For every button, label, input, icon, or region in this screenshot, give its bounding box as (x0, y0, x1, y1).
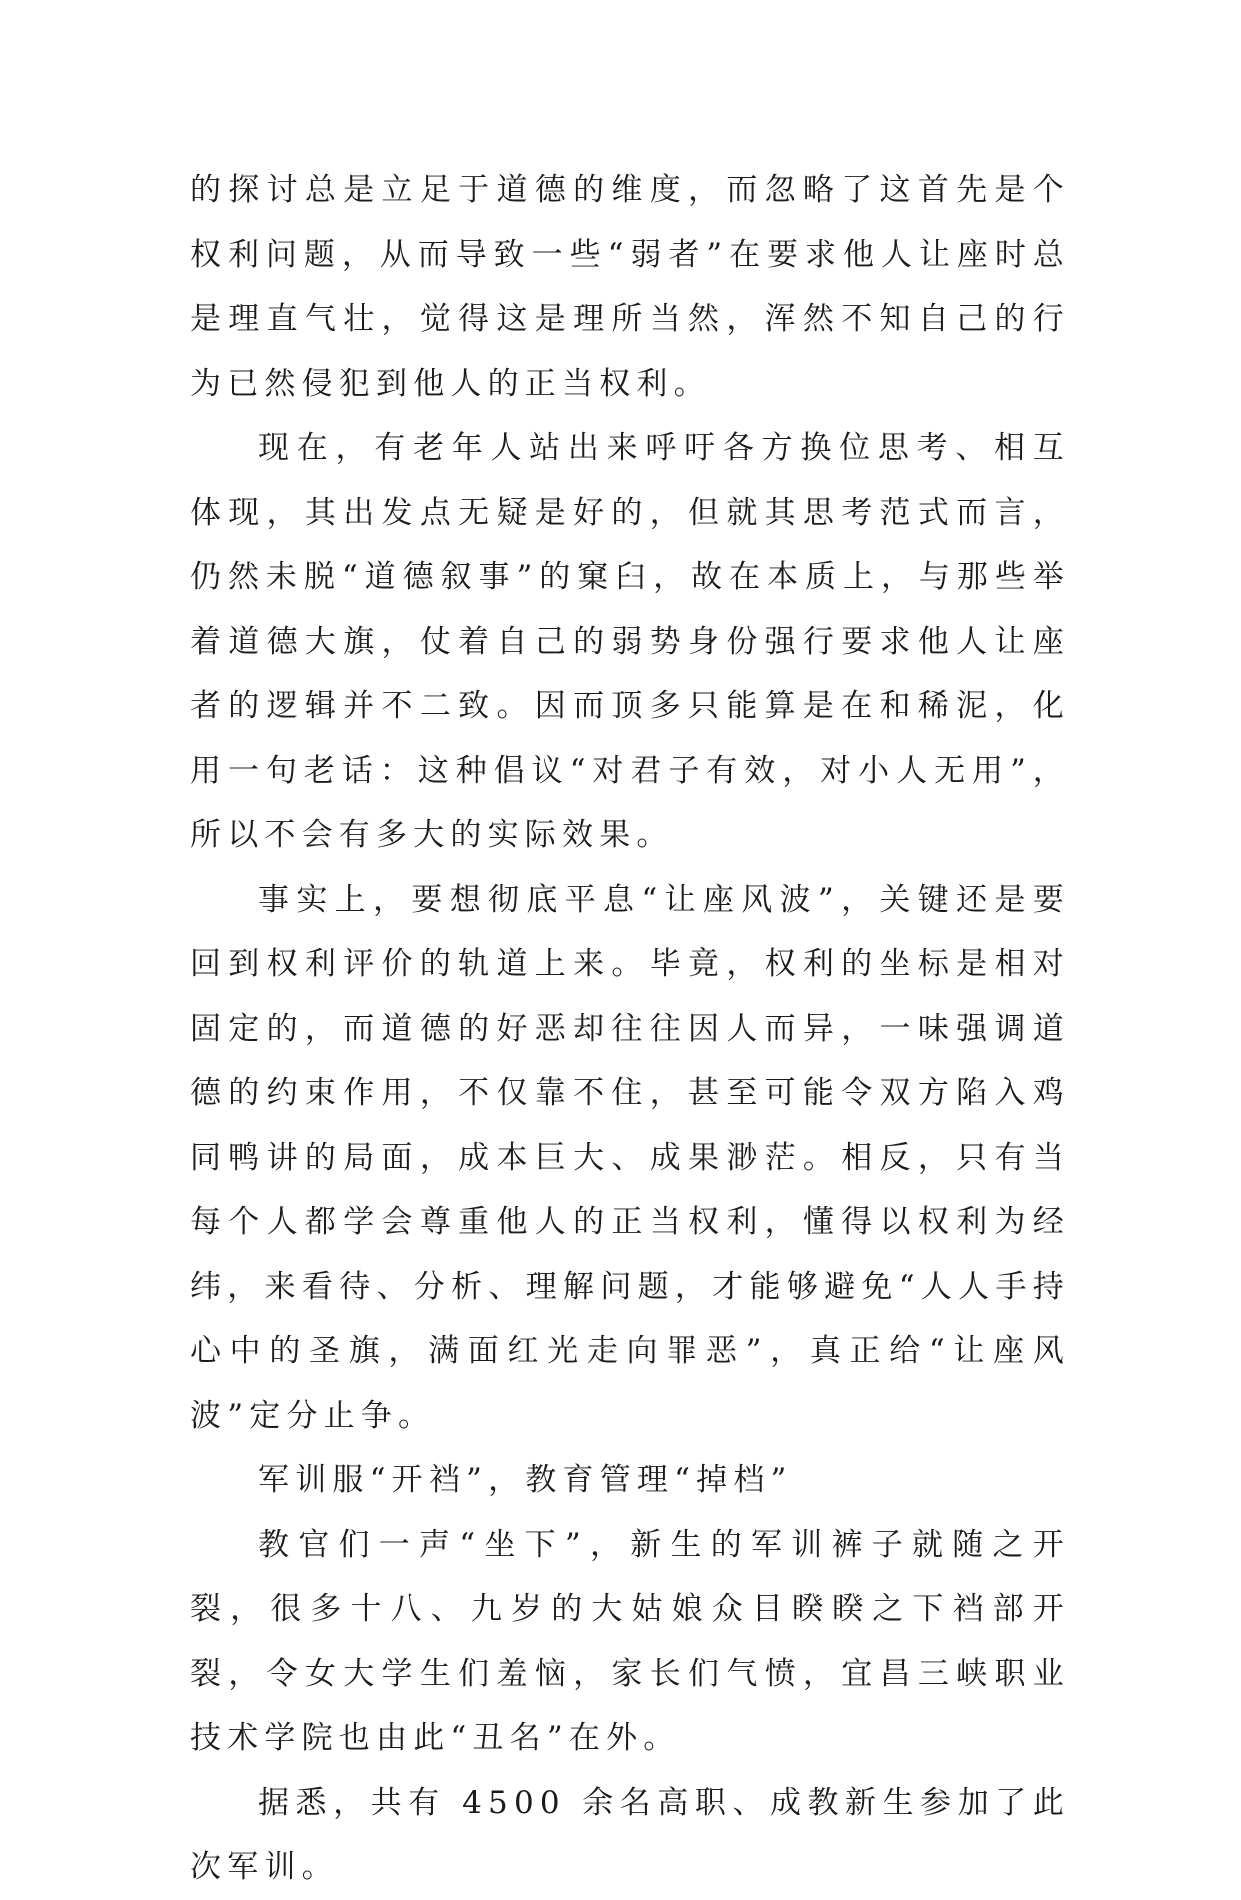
paragraph-4: 教官们一声“坐下”，新生的军训裤子就随之开裂，很多十八、九岁的大姑娘众目睽睽之下裆部开裂，令女大学生们羞恼，家长们气愤，宜昌三峡职业技术学院也由此“丑名”在外。 (190, 1526, 1070, 1756)
document-page (190, 158, 1070, 1900)
paragraph-5: 据悉，共有 4500 余名高职、成教新生参加了此次军训。 (190, 1784, 1070, 1885)
section-heading: 军训服“开裆”，教育管理“掉档” (258, 1462, 793, 1498)
paragraph-3: 事实上，要想彻底平息“让座风波”，关键还是要回到权利评价的轨道上来。毕竟，权利的坐标是相对固定的，而道德的好恶却往往因人而异，一味强调道德的约束作用，不仅靠不住，甚至可能令双方陷入鸡同鸭讲的局面，成本巨大、成果渺茫。相反，只有当每个人都学会尊重他人的正当权利，懂得以权利为经纬，来看待、分析、理解问题，才能够避免“人人手持心中的圣旗，满面红光走向罪恶”，真正给“让座风波”定分止争。 (190, 881, 1070, 1434)
paragraph-2: 现在，有老年人站出来呼吁各方换位思考、相互体现，其出发点无疑是好的，但就其思考范式而言，仍然未脱“道德叙事”的窠臼，故在本质上，与那些举着道德大旗，仗着自己的弱势身份强行要求他人让座者的逻辑并不二致。因而顶多只能算是在和稀泥，化用一句老话：这种倡议“对君子有效，对小人无用”，所以不会有多大的实际效果。 (190, 430, 1070, 853)
paragraph-1: 的探讨总是立足于道德的维度，而忽略了这首先是个权利问题，从而导致一些“弱者”在要求他人让座时总是理直气壮，觉得这是理所当然，浑然不知自己的行为已然侵犯到他人的正当权利。 (190, 172, 1070, 402)
